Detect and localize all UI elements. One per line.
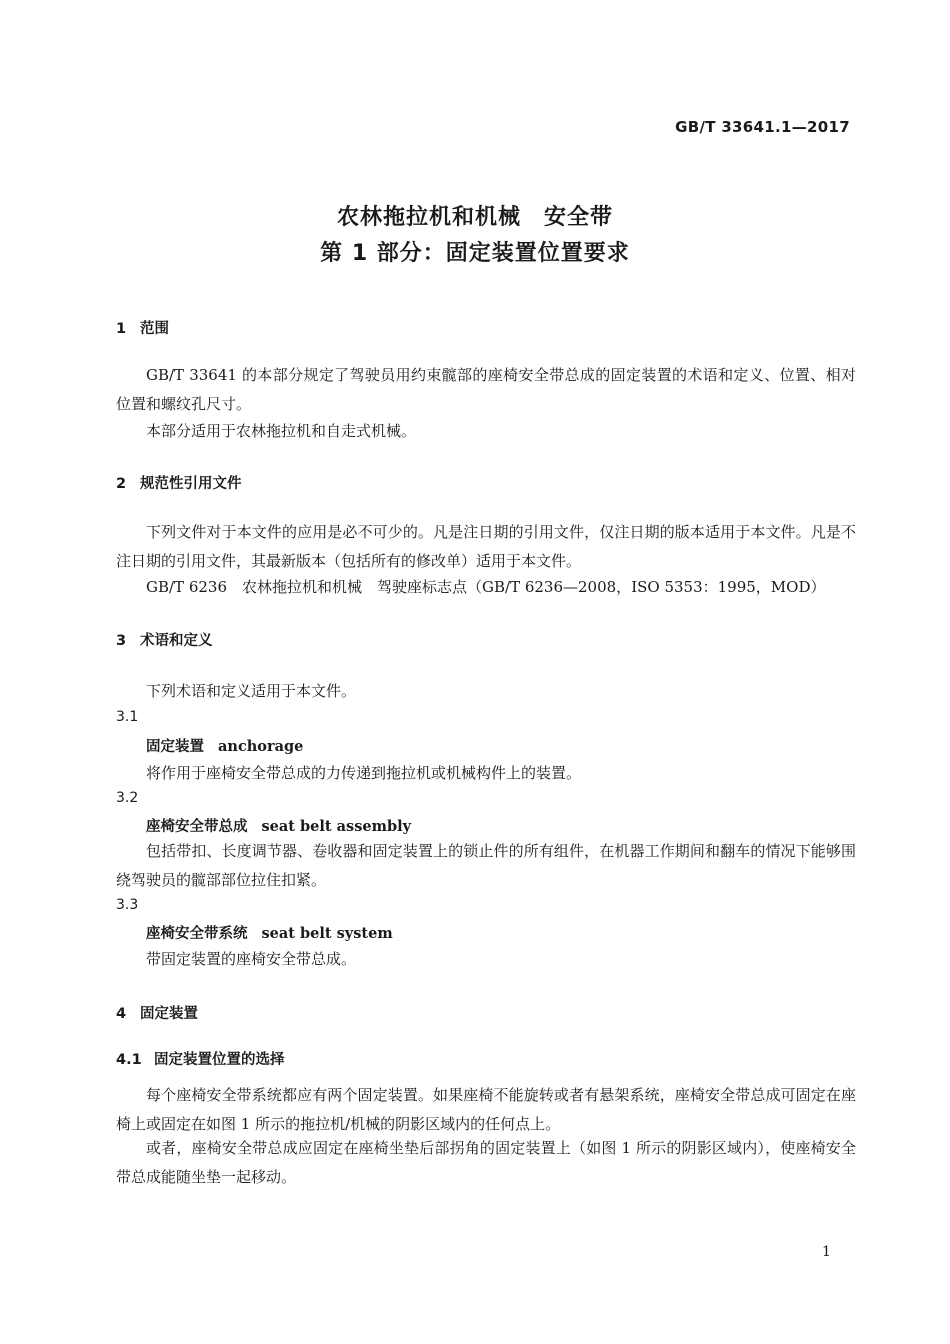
section-title: 范围: [140, 321, 169, 337]
section-number: 2: [116, 476, 127, 492]
term-heading: [146, 922, 393, 943]
section-number: 3: [116, 633, 127, 649]
section-2-paragraph-1: 下列文件对于本文件的应用是必不可少的。凡是注日期的引用文件，仅注日期的版本适用于本文件。凡是不注日期的引用文件，其最新版本（包括所有的修改单）适用于本文件。: [116, 523, 856, 570]
title-line-2: 第 1 部分：固定装置位置要求: [320, 241, 630, 266]
subsection-4-1-paragraph-1: 每个座椅安全带系统都应有两个固定装置。如果座椅不能旋转或者有悬架系统，座椅安全带总成可固定在座椅上或固定在如图 1 所示的拖拉机/机械的阴影区域内的任何点上。: [116, 1086, 856, 1133]
section-1-paragraph-2: 本部分适用于农林拖拉机和自走式机械。: [146, 422, 417, 440]
subsection-4-1-heading: [116, 1048, 285, 1069]
section-number: 4: [116, 1006, 127, 1022]
term-en: seat belt system: [261, 925, 393, 942]
standard-code: GB/T 33641.1—2017: [675, 118, 850, 136]
subsection-title: 固定装置位置的选择: [154, 1052, 285, 1068]
subsection-number: 4.1: [116, 1052, 142, 1068]
term-definition: 带固定装置的座椅安全带总成。: [146, 950, 357, 968]
section-4-heading: [116, 1002, 198, 1023]
term-en: anchorage: [218, 738, 304, 755]
section-title: 规范性引用文件: [140, 476, 242, 492]
section-1-paragraph-1: GB/T 33641 的本部分规定了驾驶员用约束髋部的座椅安全带总成的固定装置的术语和定义、位置、相对位置和螺纹孔尺寸。: [116, 366, 856, 413]
term-definition: 包括带扣、长度调节器、卷收器和固定装置上的锁止件的所有组件，在机器工作期间和翻车的情况下能够围绕驾驶员的髋部部位拉住扣紧。: [116, 842, 856, 889]
term-heading: [146, 735, 303, 756]
section-2-heading: [116, 472, 242, 493]
term-number: 3.1: [116, 709, 139, 725]
normative-reference-1: GB/T 6236 农林拖拉机和机械 驾驶座标志点（GB/T 6236—2008，ISO 5353：1995，MOD）: [146, 578, 826, 596]
term-number: 3.3: [116, 897, 139, 913]
section-number: 1: [116, 321, 127, 337]
term-zh: 座椅安全带总成: [146, 819, 248, 835]
section-title: 固定装置: [140, 1006, 198, 1022]
section-3-intro: 下列术语和定义适用于本文件。: [146, 682, 357, 700]
section-1-heading: [116, 317, 169, 338]
term-en: seat belt assembly: [261, 818, 412, 835]
term-zh: 固定装置: [146, 739, 204, 755]
term-definition: 将作用于座椅安全带总成的力传递到拖拉机或机械构件上的装置。: [146, 764, 582, 782]
title-line-1: 农林拖拉机和机械 安全带: [336, 205, 613, 230]
subsection-4-1-paragraph-2: 或者，座椅安全带总成应固定在座椅坐垫后部拐角的固定装置上（如图 1 所示的阴影区域内），使座椅安全带总成能随坐垫一起移动。: [116, 1139, 856, 1186]
term-zh: 座椅安全带系统: [146, 926, 248, 942]
page-number: 1: [822, 1244, 831, 1260]
section-title: 术语和定义: [140, 633, 213, 649]
document-title: [0, 200, 950, 272]
term-heading: [146, 815, 411, 836]
term-number: 3.2: [116, 790, 139, 806]
section-3-heading: [116, 629, 213, 650]
